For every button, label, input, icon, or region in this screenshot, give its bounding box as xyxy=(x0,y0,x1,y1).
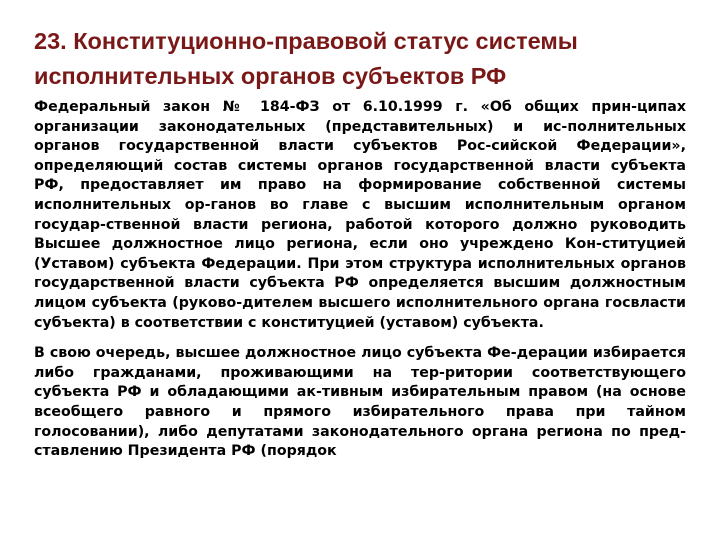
slide-title: 23. Конституционно-правовой статус системы исполнительных органов субъектов РФ xyxy=(34,28,578,89)
body-paragraph-2: В свою очередь, высшее должностное лицо субъекта Фе-дерации избирается либо гражданами, проживающими на тер-ритории соответствующего субъекта РФ и обладающими ак-тивным избирательным правом (на основе всеобщего равного и прямого избирательного права при тайном голосовании), либо депутатами законодательного органа региона по пред-ставлению Президента РФ (порядок xyxy=(34,345,686,460)
slide-body xyxy=(34,98,686,473)
body-paragraph-1: Федеральный закон № 184-ФЗ от 6.10.1999 г. «Об общих прин-ципах организации законодательных (представительных) и ис-полнительных органов государственной власти субъектов Рос-сийской Федерации», определяющий состав системы органов государственной власти субъекта РФ, предоставляет им право на формирование собственной системы исполнительных ор-ганов во главе с высшим исполнительным органом государ-ственной власти региона, работой которого должно руководить Высшее должностное лицо региона, если оно учреждено Кон-ституцией (Уставом) субъекта Федерации. При этом структура исполнительных органов государственной власти субъекта РФ определяется высшим должностным лицом субъекта (руково-дителем высшего исполнительного органа госвласти субъекта) в соответствии с конституцией (уставом) субъекта. xyxy=(34,99,686,331)
